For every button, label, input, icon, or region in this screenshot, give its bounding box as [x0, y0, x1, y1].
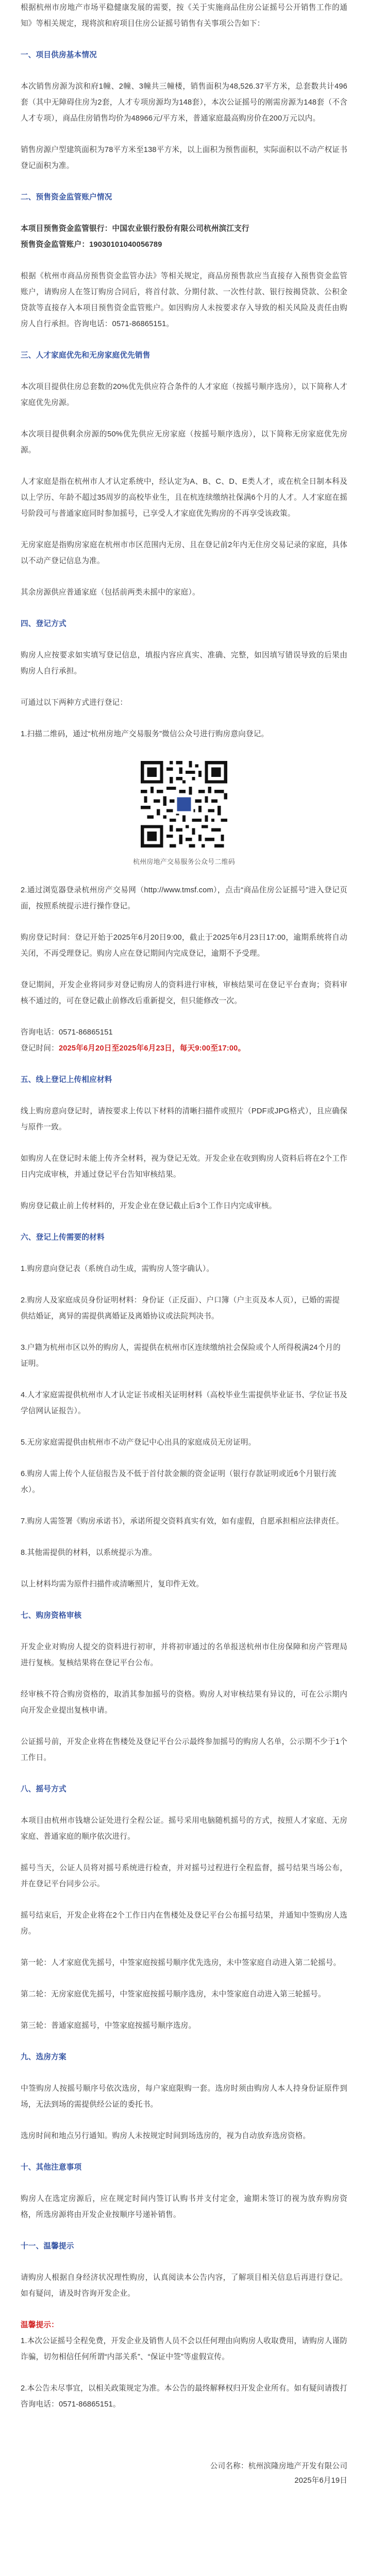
section8-paragraph-4: 第一轮：人才家庭优先摇号，中签家庭按摇号顺序优先选房，未中签家庭自动进入第二轮摇号。: [21, 1959, 341, 1967]
section1-paragraph-1: 本次销售房源为滨和府1幢、2幢、3幢共三幢楼，销售面积为48,526.37平方米，总套数共计496套（其中无障碍住房为2套，人才专项房源均为148套），本次公证摇号的刚需房源为148套（不含人才专项），商品住房销售均价为48966元/平方米，普通家庭最高购房价在200万元以内。: [21, 82, 347, 123]
section7-paragraph-2: 经审核不符合购房资格的，取消其参加摇号的资格。购房人对审核结果有异议的，可在公示期内向开发企业提出复核申请。: [21, 1690, 347, 1715]
section2-paragraph-1: 根据《杭州市商品房预售资金监管办法》等相关规定，商品房预售款应当直接存入预售资金监管账户，请购房人在签订购房合同后，将首付款、分期付款、一次性付款、银行按揭贷款、公积金贷款等直接存入本项目预售资金监管账户。如因购房人未按要求存入导致的相关风险及责任由购房人自行承担。咨询电话：0571-86865151。: [21, 272, 347, 328]
section-heading-11: 十一、温馨提示: [21, 2242, 74, 2250]
footer-company: 公司名称：杭州滨隆房地产开发有限公司: [210, 2462, 347, 2470]
material-item-2: 2.购房人及家庭成员身份证明材料：身份证（正反面）、户口簿（户主页及本人页），已婚的需提供结婚证，离异的需提供离婚证及离婚协议或法院判决书。: [21, 1296, 340, 1320]
material-item-7: 7.购房人需签署《购房承诺书》，承诺所提交资料真实有效，如有虚假，自愿承担相应法律责任。: [21, 1517, 344, 1526]
section8-paragraph-2: 摇号当天，公证人员将对摇号系统进行检查，并对摇号过程进行全程监督，摇号结果当场公布，并在登记平台同步公示。: [21, 1864, 347, 1888]
section5-paragraph-2: 如购房人在登记时未能上传齐全材料，视为登记无效。开发企业在收到购房人资料后将在2个工作日内完成审核，并通过登记平台告知审核结果。: [21, 1155, 347, 1179]
section3-paragraph-3: 人才家庭是指在杭州市人才认定系统中，经认定为A、B、C、D、E类人才，或在杭全日制本科及以上学历、年龄不超过35周岁的高校毕业生，且在杭连续缴纳社保满6个月的人才。人才家庭在摇号阶段可与普通家庭同时参加摇号，已享受人才家庭优先购房的不再享受该政策。: [21, 478, 347, 518]
section7-paragraph-3: 公证摇号前，开发企业将在售楼处及登记平台公示最终参加摇号的购房人名单，公示期不少于1个工作日。: [21, 1738, 347, 1762]
section-heading-3: 三、人才家庭优先和无房家庭优先销售: [21, 351, 150, 360]
section9-paragraph-1: 中签购房人按摇号顺序号依次选房，每户家庭限购一套。选房时须由购房人本人持身份证原件到场，无法到场的需提供经公证的委托书。: [21, 2084, 347, 2109]
material-item-5: 5.无房家庭需提供由杭州市不动产登记中心出具的家庭成员无房证明。: [21, 1438, 256, 1447]
footer-date: 2025年6月19日: [294, 2477, 347, 2485]
warning-item-2: 2.本公告未尽事宜，以相关政策规定为准。本公告的最终解释权归开发企业所有。如有疑问请拨打咨询电话：0571-86865151。: [21, 2384, 347, 2409]
registration-time-label: 登记时间：: [21, 1044, 59, 1053]
section4-paragraph-3: 1.扫描二维码，通过“杭州房地产交易服务”微信公众号进行购房意向登记。: [21, 730, 269, 738]
registration-time: [21, 1041, 347, 1057]
section-heading-6: 六、登记上传需要的材料: [21, 1233, 105, 1242]
section-heading-7: 七、购房资格审核: [21, 1612, 82, 1620]
section8-paragraph-6: 第三轮：普通家庭摇号，中签家庭按摇号顺序选房。: [21, 2022, 196, 2030]
material-item-3: 3.户籍为杭州市区以外的购房人，需提供在杭州市区连续缴纳社会保险或个人所得税满24个月的证明。: [21, 1344, 341, 1368]
section7-paragraph-1: 开发企业对购房人提交的资料进行初审，并将初审通过的名单报送杭州市住房保障和房产管理局进行复核。复核结果将在登记平台公布。: [21, 1643, 347, 1667]
materials-note: 以上材料均需为原件扫描件或清晰照片，复印件无效。: [21, 1580, 204, 1588]
section10-paragraph-1: 购房人在选定房源后，应在规定时间内签订认购书并支付定金，逾期未签订的视为放弃购房资格，所选房源将由开发企业按顺序号递补销售。: [21, 2195, 347, 2219]
warning-item-1: 1.本次公证摇号全程免费，开发企业及销售人员不会以任何理由向购房人收取费用，请购房人谨防诈骗，切勿相信任何所谓“内部关系”、“保证中签”等虚假宣传。: [21, 2337, 347, 2361]
section9-paragraph-2: 选房时间和地点另行通知。购房人未按规定时间到场选房的，视为自动放弃选房资格。: [21, 2132, 311, 2140]
section-heading-9: 九、选房方案: [21, 2053, 66, 2061]
section-heading-1: 一、项目供房基本情况: [21, 51, 97, 59]
section4-paragraph-6: 登记期间，开发企业将同步对登记购房人的资料进行审核，审核结果可在登记平台查询；资料审核不通过的，可在登记截止前修改后重新提交，但只能修改一次。: [21, 981, 347, 1005]
section3-paragraph-2: 本次项目提供剩余房源的50%优先供应无房家庭（按摇号顺序选房），以下简称无房家庭优先房源。: [21, 430, 347, 454]
intro-paragraph: 根据杭州市房地产市场平稳健康发展的需要，按《关于实施商品住房公证摇号公开销售工作的通知》等相关规定，现将滨和府项目住房公证摇号销售有关事项公告如下：: [21, 4, 347, 28]
section8-paragraph-3: 摇号结束后，开发企业将在2个工作日内在售楼处及登记平台公布摇号结果，并通知中签购房人选房。: [21, 1911, 347, 1936]
section4-paragraph-1: 购房人应按要求如实填写登记信息，填报内容应真实、准确、完整，如因填写错误导致的后果由购房人自行承担。: [21, 651, 347, 675]
material-item-6: 6.购房人需上传个人征信报告及不低于首付款金额的资金证明（银行存款证明或近6个月银行流水）。: [21, 1470, 337, 1494]
section1-paragraph-2: 销售房源户型建筑面积为78平方米至138平方米，以上面积为预售面积，实际面积以不动产权证书登记面积为准。: [21, 146, 347, 170]
material-item-4: 4.人才家庭需提供杭州市人才认定证书或相关证明材料（高校毕业生需提供毕业证书、学位证书及学信网认证报告）。: [21, 1391, 347, 1415]
section11-paragraph-1: 请购房人根据自身经济状况理性购房，认真阅读本公告内容，了解项目相关信息后再进行登记。如有疑问，请及时咨询开发企业。: [21, 2274, 347, 2298]
section-heading-5: 五、线上登记上传相应材料: [21, 1076, 112, 1084]
qr-code-block: [21, 758, 347, 867]
qr-code-caption: 杭州房地产交易服务公众号二维码: [132, 858, 235, 866]
section4-paragraph-5: 购房登记时间：登记开始于2025年6月20日9:00，截止于2025年6月23日17:00，逾期系统将自动关闭，不再受理登记。购房人应在登记期间内完成登记，逾期不予受理。: [21, 934, 347, 958]
supervision-bank: 本项目预售资金监管银行：中国农业银行股份有限公司杭州滨江支行: [21, 225, 249, 233]
section5-paragraph-1: 线上购房意向登记时，请按要求上传以下材料的清晰扫描件或照片（PDF或JPG格式），且应确保与原件一致。: [21, 1107, 347, 1131]
section-heading-10: 十、其他注意事项: [21, 2163, 82, 2172]
section-heading-4: 四、登记方式: [21, 620, 66, 628]
material-item-8: 8.其他需提供的材料，以系统提示为准。: [21, 1549, 157, 1557]
supervision-account: 预售资金监管账户：19030101040056789: [21, 241, 162, 249]
qr-code-image[interactable]: [138, 758, 230, 851]
section8-paragraph-5: 第二轮：无房家庭优先摇号，中签家庭按摇号顺序选房，未中签家庭自动进入第三轮摇号。: [21, 1990, 326, 1998]
section3-paragraph-5: 其余房源供应普通家庭（包括前两类未摇中的家庭）。: [21, 588, 200, 597]
section-heading-8: 八、摇号方式: [21, 1785, 66, 1793]
section8-paragraph-1: 本项目由杭州市钱塘公证处进行全程公证。摇号采用电脑随机摇号的方式，按照人才家庭、无房家庭、普通家庭的顺序依次进行。: [21, 1817, 347, 1841]
warning-title: 温馨提示：: [21, 2321, 59, 2329]
consult-phone: 咨询电话：0571-86865151: [21, 1028, 113, 1037]
section5-paragraph-3: 购房登记截止前上传材料的，开发企业在登记截止后3个工作日内完成审核。: [21, 1202, 277, 1210]
section4-paragraph-4: 2.通过浏览器登录杭州房产交易网（http://www.tmsf.com），点击“商品住房公证摇号”进入登记页面，按照系统提示进行操作登记。: [21, 886, 347, 910]
material-item-1: 1.购房意向登记表（系统自动生成，需购房人签字确认）。: [21, 1265, 214, 1273]
section-heading-2: 二、预售资金监管账户情况: [21, 193, 112, 201]
registration-time-value: 2025年6月20日至2025年6月23日，每天9:00至17:00。: [58, 1044, 246, 1053]
section4-paragraph-2: 可通过以下两种方式进行登记：: [21, 699, 128, 707]
section3-paragraph-4: 无房家庭是指购房家庭在杭州市市区范围内无房、且在登记前2年内无住房交易记录的家庭，具体以不动产登记信息为准。: [21, 541, 347, 565]
section3-paragraph-1: 本次项目提供住房总套数的20%优先供应符合条件的人才家庭（按摇号顺序选房），以下简称人才家庭优先房源。: [21, 383, 347, 407]
